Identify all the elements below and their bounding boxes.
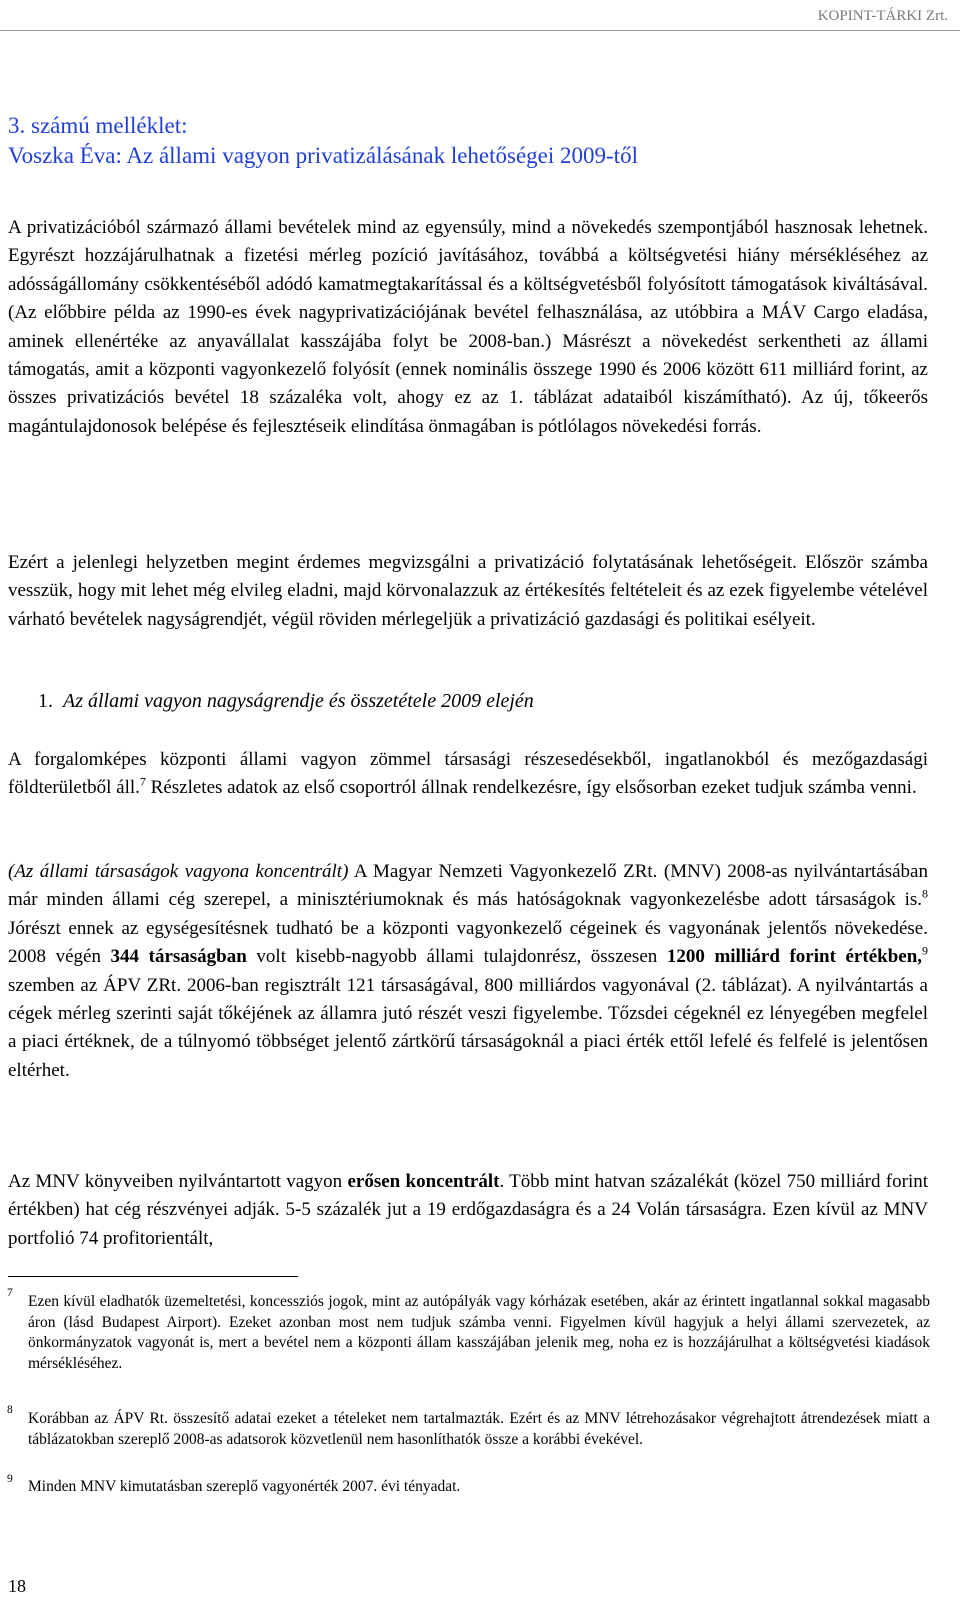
- footnote-number-7: 7: [7, 1287, 13, 1299]
- paragraph-concentration-text-2: . Több mint hatvan százalékát (közel 750 milliárd forint értékben) hat cég részvényei adják. 5-5 százalék jut a 19 erdőgazdaságra és a 24 Volán társaságra. Ezen kívül az MNV portfolió 74 profitorientált,: [8, 1171, 928, 1249]
- paragraph-concentration-text-1: Az MNV könyveiben nyilvántartott vagyon: [8, 1171, 348, 1192]
- paragraph-mnv-text-4: szemben az ÁPV ZRt. 2006-ban regisztrált 121 társaságával, 800 milliárdos vagyonával (2. táblázat). A nyilvántartás a cégek mérleg szerinti saját tőkéjének az államra jutó részét veszi figyelembe. Tőzsdei cégeknél ez lényegében megfelel a piaci értéknek, de a túlnyomó többséget jelentő zártkörű társaságoknál a piaci érték ettől lefelé és felfelé is jelentősen eltérhet.: [8, 974, 928, 1081]
- paragraph-intro: A privatizációból származó állami bevételek mind az egyensúly, mind a növekedés szempontjából hasznosak lehetnek. Egyrészt hozzájárulhatnak a fizetési mérleg pozíció javításához, továbbá a költségvetési hiány mérsékléséhez az adósságállomány csökkentéséből adódó kamatmegtakarítással és a költségvetésből folyósított támogatások kiváltásával. (Az előbbire példa az 1990-es évek nagyprivatizációjának bevétel felhasználása, az utóbbira a MÁV Cargo eladása, aminek ellenértéke az anyavállalat kasszájába folyt be 2008-ban.) Másrészt a növekedést serkentheti az állami támogatás, amit a központi vagyonkezelő folyósít (ennek nominális összege 1990 és 2006 között 611 milliárd forint, az összes privatizációs bevétel 18 százaléka volt, ahogy ez az 1. táblázat adataiból kiszámítható). Az új, tőkeerős magántulajdonosok belépése és fejlesztéseik elindítása önmagában is pótlólagos növekedési forrás.: [8, 217, 928, 437]
- paragraph-mnv-text-2: Jórészt ennek az egységesítésnek tudható be a központi vagyonkezelő cégeinek és vagyonának jelentős növekedése. 2008 végén: [8, 917, 928, 968]
- page-title: [8, 111, 928, 171]
- footnote-number-8: 8: [7, 1404, 13, 1416]
- page-number: 18: [8, 1576, 26, 1596]
- paragraph-concentration: [8, 1168, 928, 1253]
- paragraph-mnv-lead: (Az állami társaságok vagyona koncentrált): [8, 861, 349, 882]
- paragraph-mnv-text-1: A Magyar Nemzeti Vagyonkezelő ZRt. (MNV) 2008-as nyilvántartásában már minden állami cég szerepel, a minisztériumoknak és más hatóságoknak vagyonkezelésbe adott társaságok is.: [8, 861, 928, 911]
- paragraph-mnv: [8, 858, 928, 1085]
- footnote-9: Minden MNV kimutatásban szereplő vagyonérték 2007. évi tényadat.: [28, 1478, 461, 1495]
- title-study-name: Voszka Éva: Az állami vagyon privatizálásának lehetőségei 2009-től: [8, 143, 638, 168]
- header-org-name: KOPINT-TÁRKI Zrt.: [817, 8, 948, 24]
- page-header: [0, 4, 960, 31]
- paragraph-assets: [8, 746, 928, 803]
- footnote-ref-7[interactable]: 7: [139, 775, 146, 790]
- footnote-8: Korábban az ÁPV Rt. összesítő adatai ezeket a tételeket nem tartalmazták. Ezért és az MNV létrehozásakor végrehajtott átrendezések miatt a táblázatokban szereplő 2008-as adatsorok közvetlenül nem hasonlíthatók össze a korábbi évekével.: [28, 1410, 930, 1448]
- paragraph-approach: Ezért a jelenlegi helyzetben megint érdemes megvizsgálni a privatizáció folytatásának lehetőségeit. Először számba vesszük, hogy mit lehet még elvileg eladni, majd körvonalazzuk az értékesítés feltételeit és az ezek figyelembe vételével várható bevételek nagyságrendjét, végül röviden mérlegeljük a privatizáció gazdasági és politikai esélyeit.: [8, 552, 928, 630]
- paragraph-assets-text-1: A forgalomképes központi állami vagyon zömmel társasági részesedésekből, ingatlanokból és mezőgazdasági földterületből áll.: [8, 749, 928, 799]
- footnote-divider: [8, 1276, 298, 1277]
- highlight-concentrated: erősen koncentrált: [347, 1171, 500, 1192]
- section-heading: [38, 690, 534, 713]
- paragraph-assets-text-2: Részletes adatok az első csoportról állnak rendelkezésre, így elsősorban ezeket tudjuk számba venni.: [145, 777, 917, 799]
- footnote-ref-8[interactable]: 8: [922, 887, 928, 902]
- highlight-total-value: 1200 milliárd forint értékben,: [666, 946, 923, 968]
- highlight-company-count: 344 társaságban: [110, 946, 247, 968]
- section-number: 1.: [38, 690, 53, 712]
- title-annex-label: 3. számú melléklet:: [8, 113, 188, 138]
- footnote-ref-9[interactable]: 9: [922, 943, 929, 958]
- footnote-number-9: 9: [7, 1473, 13, 1485]
- footnote-7: Ezen kívül eladhatók üzemeltetési, koncessziós jogok, mint az autópályák vagy kórházak esetében, akár az érintett ingatlannal sokkal magasabb áron (lásd Budapest Airport). Ezeket azonban most nem tudjuk számba venni. Figyelmen kívül hagyjuk a helyi állami szervezetek, az önkormányzatok vagyonát is, mert a bevétel nem a központi állam kasszájában jelenik meg, noha ez is hozzájárulhat a költségvetési kiadások mérsékléséhez.: [28, 1293, 930, 1372]
- section-title: Az állami vagyon nagyságrendje és összetétele 2009 elején: [63, 690, 534, 712]
- paragraph-mnv-text-3: volt kisebb-nagyobb állami tulajdonrész, összesen: [246, 946, 667, 968]
